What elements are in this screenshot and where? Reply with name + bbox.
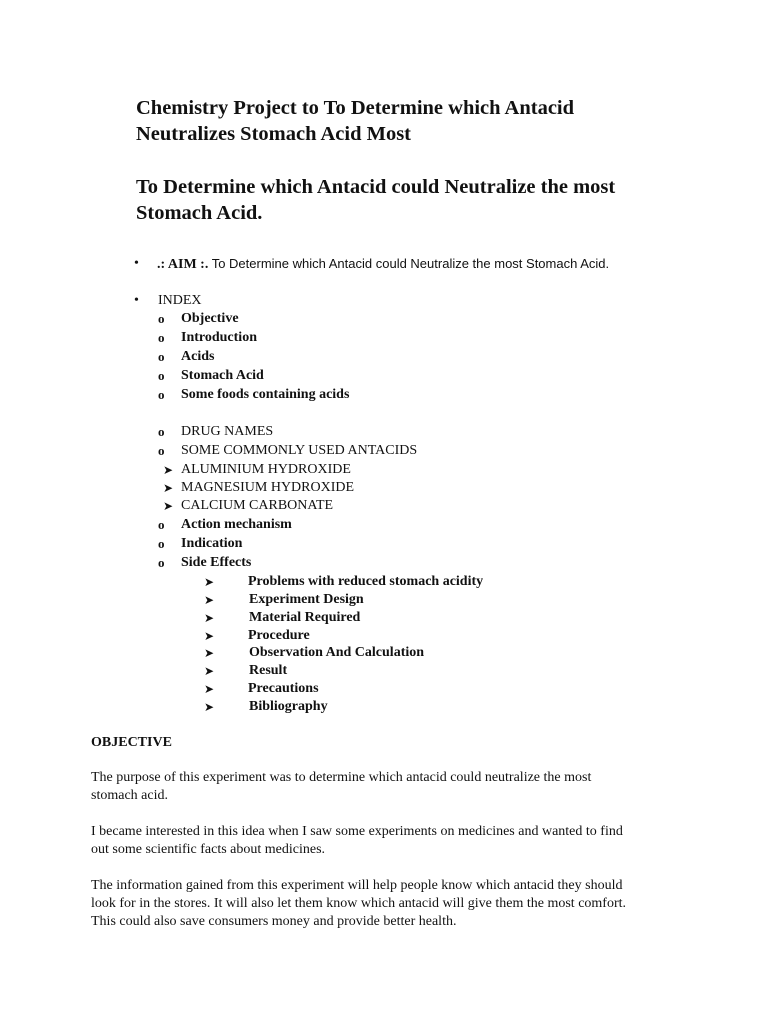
objective-heading: OBJECTIVE — [91, 735, 172, 750]
arrow-bullet-icon: ➤ — [204, 575, 215, 589]
mech-item: Indication — [181, 536, 243, 551]
antacid-item: CALCIUM CARBONATE — [181, 498, 334, 513]
paragraph-line: stomach acid. — [91, 788, 168, 803]
sub-item: Material Required — [249, 610, 361, 625]
document-subtitle — [136, 174, 615, 226]
sub-item: Bibliography — [249, 699, 328, 714]
title-line-1: Chemistry Project to To Determine which Antacid — [136, 97, 575, 119]
drug-item: SOME COMMONLY USED ANTACIDS — [181, 443, 418, 458]
arrow-bullet-icon: ➤ — [204, 593, 215, 607]
arrow-bullet-icon: ➤ — [204, 646, 215, 660]
aim-text: To Determine which Antacid could Neutralize the most Stomach Acid. — [208, 256, 610, 271]
subtitle-line-2: Stomach Acid. — [136, 202, 263, 224]
mech-item: Side Effects — [181, 555, 252, 570]
index-item: Introduction — [181, 330, 257, 345]
sub-item: Experiment Design — [249, 592, 364, 607]
aim-label: .: AIM :. — [157, 257, 209, 272]
bullet-icon: • — [134, 293, 139, 308]
o-bullet-icon: o — [158, 517, 165, 532]
arrow-bullet-icon: ➤ — [204, 664, 215, 678]
arrow-bullet-icon: ➤ — [204, 629, 215, 643]
paragraph-line: out some scientific facts about medicines. — [91, 842, 326, 857]
paragraph-line: This could also save consumers money and provide better health. — [91, 914, 457, 929]
sub-item: Observation And Calculation — [249, 645, 425, 660]
sub-item: Result — [249, 663, 288, 678]
aim-line — [157, 255, 609, 274]
title-line-2: Neutralizes Stomach Acid Most — [136, 123, 411, 145]
antacid-item: ALUMINIUM HYDROXIDE — [181, 462, 351, 477]
paragraph-line: I became interested in this idea when I saw some experiments on medicines and wanted to find — [91, 824, 623, 839]
sub-item: Procedure — [248, 628, 310, 643]
objective-paragraph-1 — [91, 769, 651, 805]
subtitle-line-1: To Determine which Antacid could Neutralize the most — [136, 176, 616, 198]
bullet-icon: • — [134, 256, 139, 271]
index-item: Stomach Acid — [181, 368, 264, 383]
paragraph-line: The information gained from this experiment will help people know which antacid they should — [91, 878, 623, 893]
antacid-item: MAGNESIUM HYDROXIDE — [181, 480, 355, 495]
sub-item: Problems with reduced stomach acidity — [248, 574, 484, 589]
o-bullet-icon: o — [158, 311, 165, 326]
o-bullet-icon: o — [158, 387, 165, 402]
paragraph-line: The purpose of this experiment was to determine which antacid could neutralize the most — [91, 770, 592, 785]
index-item: Acids — [181, 349, 215, 364]
index-item: Some foods containing acids — [181, 387, 350, 402]
o-bullet-icon: o — [158, 330, 165, 345]
index-item: Objective — [181, 311, 239, 326]
objective-paragraph-3 — [91, 877, 651, 931]
arrow-bullet-icon: ➤ — [163, 463, 174, 477]
objective-paragraph-2 — [91, 823, 651, 859]
arrow-bullet-icon: ➤ — [204, 611, 215, 625]
arrow-bullet-icon: ➤ — [163, 499, 174, 513]
arrow-bullet-icon: ➤ — [204, 682, 215, 696]
o-bullet-icon: o — [158, 349, 165, 364]
arrow-bullet-icon: ➤ — [163, 481, 174, 495]
index-heading: INDEX — [158, 293, 202, 308]
o-bullet-icon: o — [158, 424, 165, 439]
drug-item: DRUG NAMES — [181, 424, 274, 439]
document-title — [136, 95, 574, 147]
o-bullet-icon: o — [158, 368, 165, 383]
o-bullet-icon: o — [158, 536, 165, 551]
o-bullet-icon: o — [158, 555, 165, 570]
mech-item: Action mechanism — [181, 517, 292, 532]
paragraph-line: look for in the stores. It will also let them know which antacid will give them the most comfort. — [91, 896, 627, 911]
o-bullet-icon: o — [158, 443, 165, 458]
sub-item: Precautions — [248, 681, 319, 696]
arrow-bullet-icon: ➤ — [204, 700, 215, 714]
